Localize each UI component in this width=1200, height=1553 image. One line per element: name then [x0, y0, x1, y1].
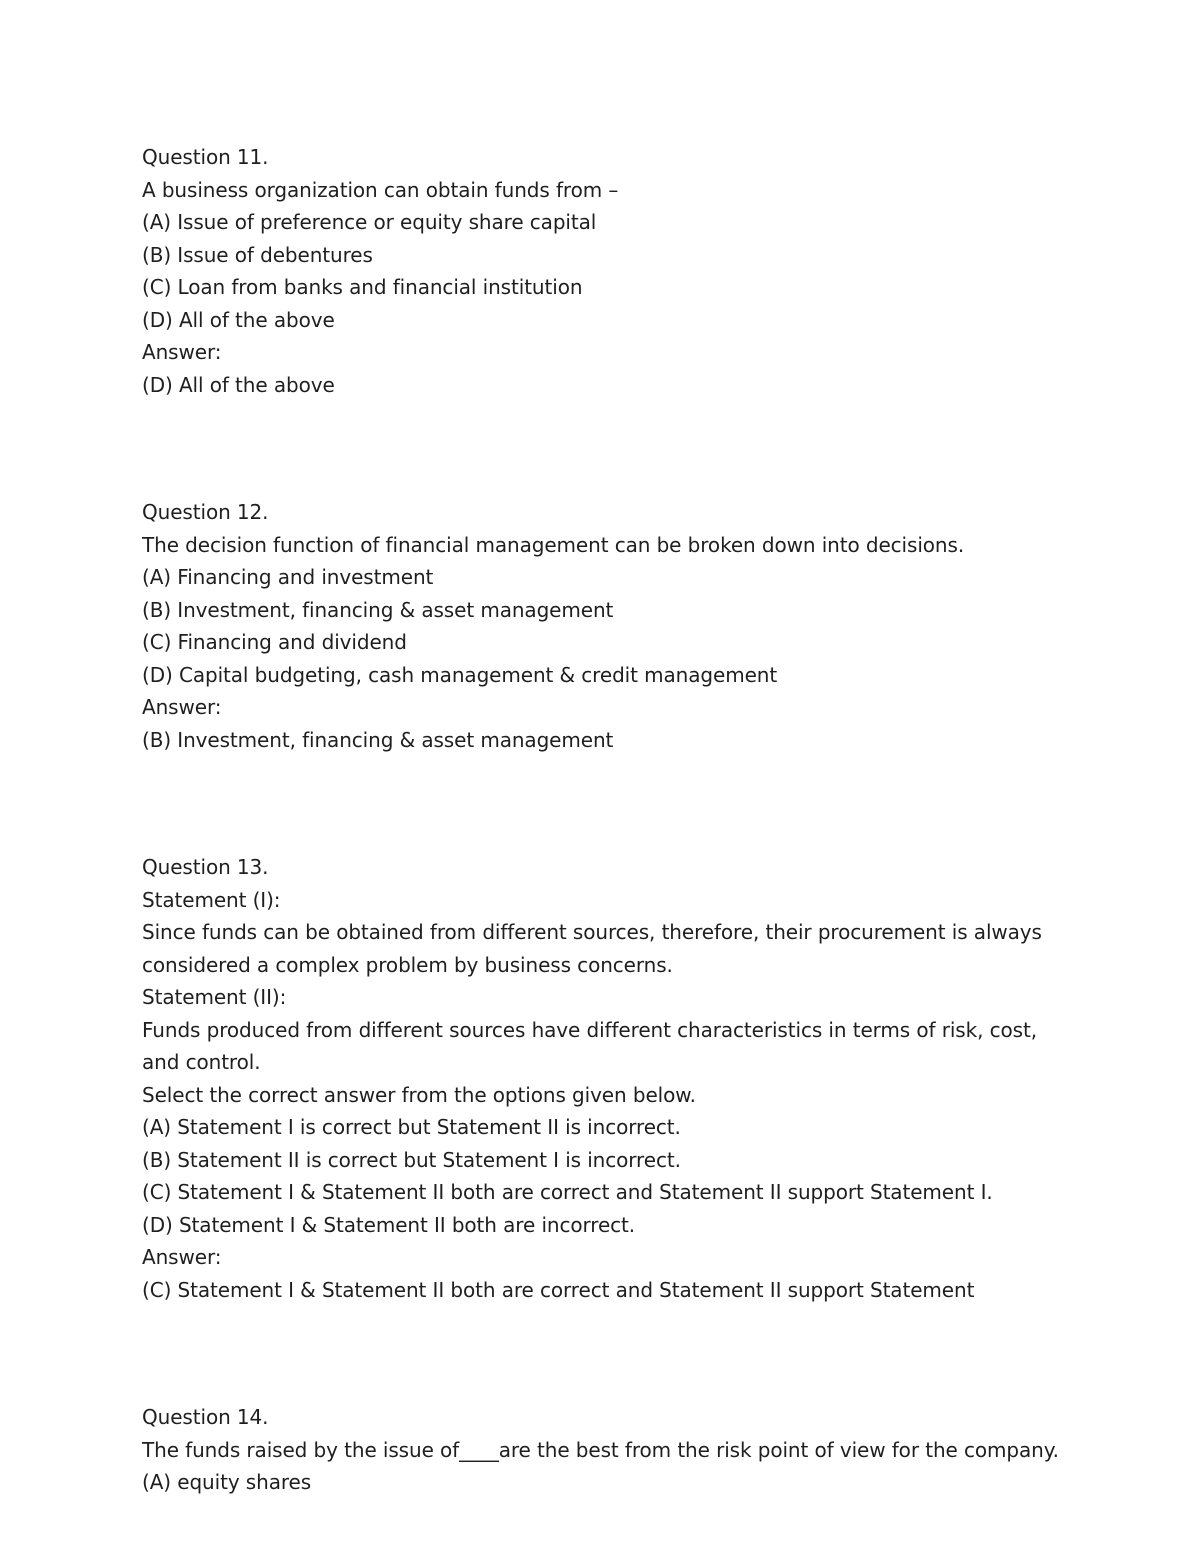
question-title: Question 14. [142, 1405, 269, 1429]
spacer [142, 756, 1132, 851]
statement-1-text-line-2: considered a complex problem by business concerns. [142, 952, 673, 977]
question-prompt: The funds raised by the issue of____are the best from the risk point of view for the company. [142, 1437, 1059, 1462]
answer-label: Answer: [142, 1245, 222, 1269]
question-11 [142, 141, 1132, 401]
document-page [142, 141, 1132, 1499]
spacer [142, 1306, 1132, 1401]
question-12 [142, 496, 1132, 756]
answer-text: (C) Statement I & Statement II both are correct and Statement II support Statement [142, 1277, 975, 1302]
statement-1-text-line-1: Since funds can be obtained from different sources, therefore, their procurement is always [142, 920, 1042, 944]
option-a: (A) equity shares [142, 1470, 312, 1494]
statement-2-text-line-2: and control. [142, 1050, 261, 1074]
option-a: (A) Financing and investment [142, 565, 434, 589]
question-prompt: The decision function of financial management can be broken down into decisions. [142, 532, 965, 557]
option-a: (A) Statement I is correct but Statement II is incorrect. [142, 1115, 681, 1139]
answer-text: (B) Investment, financing & asset management [142, 727, 614, 752]
statement-2-label: Statement (II): [142, 985, 287, 1009]
answer-text: (D) All of the above [142, 372, 335, 397]
question-prompt: A business organization can obtain funds from – [142, 177, 619, 202]
question-title: Question 13. [142, 855, 269, 879]
option-c: (C) Loan from banks and financial institution [142, 275, 583, 299]
question-title: Question 12. [142, 500, 269, 524]
option-d: (D) Statement I & Statement II both are incorrect. [142, 1212, 636, 1237]
statement-1-label: Statement (I): [142, 887, 281, 912]
option-b: (B) Statement II is correct but Statement I is incorrect. [142, 1147, 681, 1172]
option-d: (D) Capital budgeting, cash management & credit management [142, 662, 778, 687]
question-13 [142, 851, 1132, 1306]
option-b: (B) Investment, financing & asset management [142, 597, 614, 622]
statement-2-text-line-1: Funds produced from different sources have different characteristics in terms of risk, cost, [142, 1017, 1037, 1042]
option-d: (D) All of the above [142, 307, 335, 332]
question-title: Question 11. [142, 145, 269, 169]
question-14 [142, 1401, 1132, 1499]
instruction-text: Select the correct answer from the options given below. [142, 1082, 696, 1107]
answer-label: Answer: [142, 695, 222, 719]
option-b: (B) Issue of debentures [142, 242, 373, 267]
spacer [142, 401, 1132, 496]
option-a: (A) Issue of preference or equity share capital [142, 210, 597, 234]
answer-label: Answer: [142, 340, 222, 364]
option-c: (C) Statement I & Statement II both are correct and Statement II support Statement I. [142, 1180, 993, 1204]
option-c: (C) Financing and dividend [142, 630, 407, 654]
